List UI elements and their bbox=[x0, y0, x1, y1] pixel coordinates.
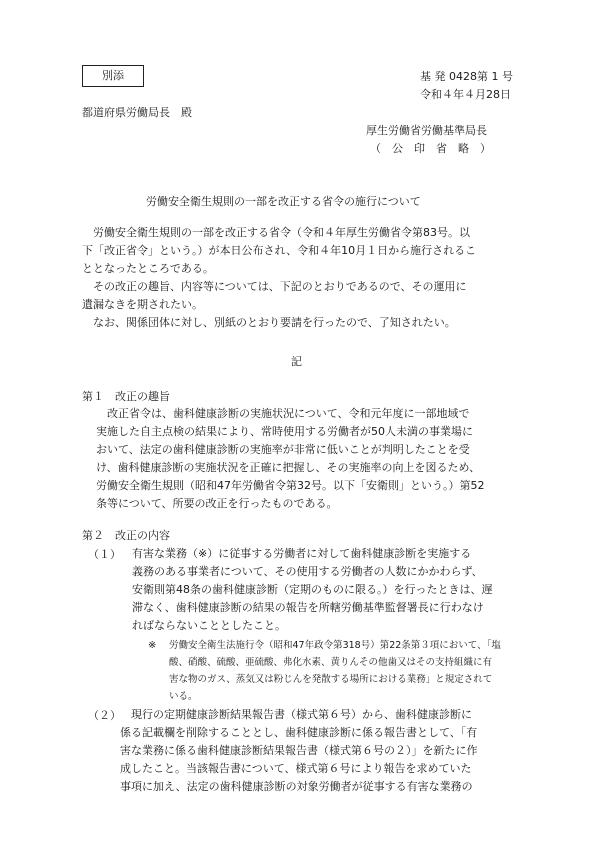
section1-body bbox=[96, 405, 485, 513]
intro-line: 下「改正省令」という。）が本日公布され、令和４年10月１日から施行されるこ bbox=[82, 244, 477, 257]
item2-line: 係る記載欄を削除することとし、歯科健康診断に係る報告書として、「有 bbox=[120, 726, 478, 739]
note-body bbox=[169, 637, 501, 705]
section1-line: け、歯科健康診断の実施状況を正確に把握し、その実施率の向上を図るため、 bbox=[96, 461, 481, 474]
document-title: 労働安全衛生規則の一部を改正する省令の施行について bbox=[146, 195, 421, 208]
item2-body bbox=[120, 706, 478, 796]
note-line: 害な物のガス、蒸気又は粉じんを発散する場所における業務」と規定されて bbox=[169, 674, 493, 685]
ki-heading: 記 bbox=[291, 355, 302, 368]
note-mark: ※ bbox=[148, 640, 157, 651]
section1-line: 改正省令は、歯科健康診断の実施状況について、令和元年度に一部地域で bbox=[96, 407, 470, 420]
item2-line: 事項に加え、法定の歯科健康診断の対象労働者が従事する有害な業務の bbox=[120, 780, 473, 793]
section1-line: 条等について、所要の改正を行ったものである。 bbox=[96, 497, 338, 510]
intro-paragraph bbox=[82, 224, 476, 332]
item1-body bbox=[132, 545, 493, 635]
section1-line: おいて、法定の歯科健康診断の実施率が非常に低いことが判明したことを受 bbox=[96, 443, 470, 456]
note-line: いる。 bbox=[169, 691, 198, 702]
item1-line: ればならないこととしたこと。 bbox=[132, 619, 286, 632]
intro-line: ととなったところである。 bbox=[82, 262, 214, 275]
item2-line: 現行の定期健康診断結果報告書（様式第６号）から、歯科健康診断に bbox=[120, 708, 472, 721]
section1-line: 実施した自主点検の結果により、常時使用する労働者が50人未満の事業場に bbox=[96, 425, 473, 438]
intro-line: その改正の趣旨、内容等については、下記のとおりであるので、その運用に bbox=[82, 280, 467, 293]
document-number: 基 発 0428第 1 号 bbox=[420, 70, 513, 83]
item2-line: 成したこと。当該報告書について、様式第６号により報告を求めていた bbox=[120, 762, 472, 775]
note-line: 酸、硝酸、硫酸、亜硫酸、弗化水素、黄りんその他歯又はその支持組織に有 bbox=[169, 657, 493, 668]
note-line: 労働安全衛生法施行令（昭和47年政令第318号）第22条第３項において、「塩 bbox=[169, 640, 501, 651]
recipient: 都道府県労働局長 殿 bbox=[82, 106, 192, 119]
item1-line: 有害な業務（※）に従事する労働者に対して歯科健康診断を実施する bbox=[132, 547, 472, 560]
item2-line: 害な業務に係る歯科健康診断結果報告書（様式第６号の２）」を新たに作 bbox=[120, 744, 478, 757]
intro-line: なお、関係団体に対し、別紙のとおり要請を行ったので、了知されたい。 bbox=[82, 316, 456, 329]
intro-line: 労働安全衛生規則の一部を改正する省令（令和４年厚生労働省令第83号。以 bbox=[82, 226, 470, 239]
sender: 厚生労働省労働基準局長 bbox=[366, 124, 487, 137]
issue-date: 令和４年４月28日 bbox=[420, 88, 511, 101]
item2-number: （２） bbox=[88, 709, 121, 722]
section1-line: 労働安全衛生規則（昭和47年労働省令第32号。以下「安衛則」という。）第52 bbox=[96, 479, 485, 492]
seal-omitted: （ 公 印 省 略 ） bbox=[370, 142, 491, 155]
intro-line: 遺漏なきを期されたい。 bbox=[82, 298, 203, 311]
item1-line: 滞なく、歯科健康診断の結果の報告を所轄労働基準監督署長に行わなけ bbox=[132, 601, 484, 614]
section2-heading: 第２ 改正の内容 bbox=[82, 529, 170, 542]
section1-heading: 第１ 改正の趣旨 bbox=[82, 390, 170, 403]
item1-line: 義務のある事業者について、その使用する労働者の人数にかかわらず、 bbox=[132, 565, 483, 578]
attachment-label: 別添 bbox=[82, 65, 144, 87]
item1-number: （１） bbox=[88, 548, 121, 561]
item1-line: 安衛則第48条の歯科健康診断（定期のものに限る。）を行ったときは、遅 bbox=[132, 583, 493, 596]
